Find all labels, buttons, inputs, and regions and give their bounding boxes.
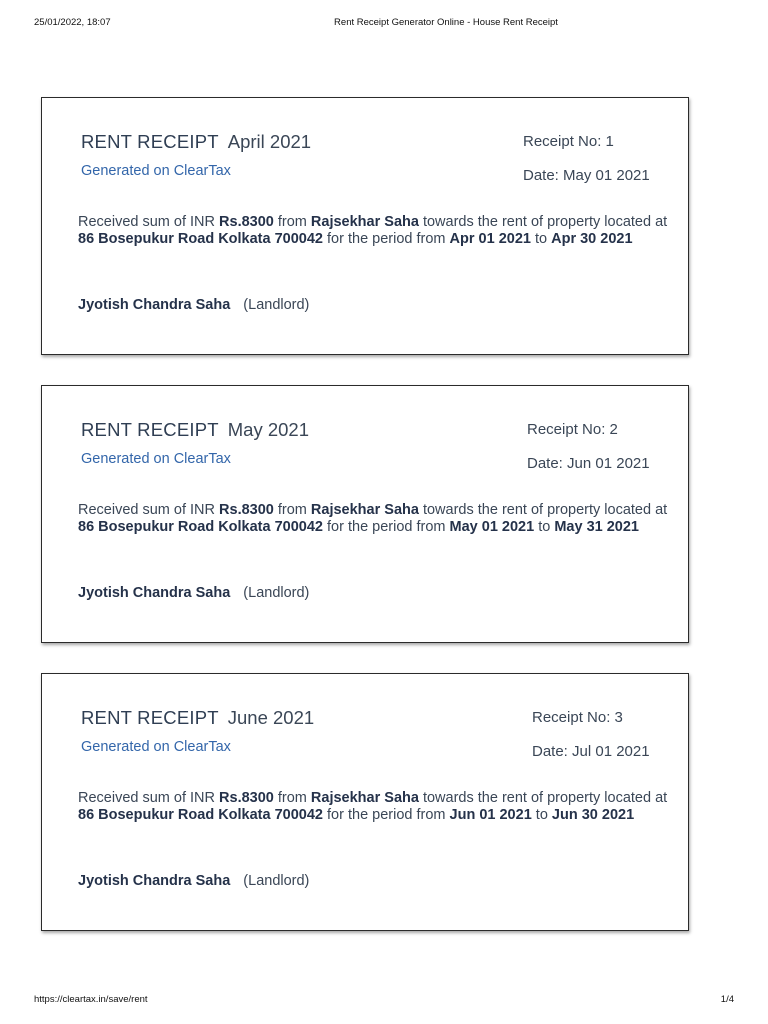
generated-on-label: Generated on ClearTax (81, 163, 231, 179)
period-from: Apr 01 2021 (449, 231, 531, 247)
print-footer (0, 994, 768, 1008)
print-datetime: 25/01/2022, 18:07 (34, 17, 111, 28)
landlord-line (78, 585, 309, 601)
receipt-month: May 2021 (227, 419, 309, 440)
generated-on-label: Generated on ClearTax (81, 739, 231, 755)
landlord-name: Jyotish Chandra Saha (78, 873, 231, 889)
landlord-role: (Landlord) (243, 297, 310, 313)
receipt-card (41, 673, 689, 931)
body-text: to (534, 519, 555, 535)
body-text: for the period from (323, 231, 450, 247)
landlord-role: (Landlord) (243, 585, 310, 601)
body-text: Received sum of INR (78, 502, 220, 518)
body-text: from (273, 502, 311, 518)
tenant-name: Rajsekhar Saha (310, 502, 419, 518)
period-to: Jun 30 2021 (551, 807, 635, 823)
period-from: May 01 2021 (449, 519, 535, 535)
receipt-title (81, 707, 314, 729)
body-text: for the period from (323, 807, 450, 823)
receipt-title (81, 419, 309, 441)
landlord-line (78, 873, 309, 889)
receipt-title-label: RENT RECEIPT (81, 131, 219, 152)
tenant-name: Rajsekhar Saha (310, 214, 419, 230)
receipt-month: June 2021 (227, 707, 315, 728)
period-to: May 31 2021 (554, 519, 639, 535)
print-page-number: 1/4 (720, 994, 734, 1005)
body-text: towards the rent of property located at (418, 790, 668, 806)
receipt-body (78, 790, 668, 824)
body-text: towards the rent of property located at (418, 502, 668, 518)
receipt-card (41, 385, 689, 643)
receipt-number: Receipt No: 3 (532, 709, 623, 726)
rent-amount: Rs.8300 (219, 502, 274, 518)
receipt-body (78, 214, 668, 248)
receipt-number: Receipt No: 2 (527, 421, 618, 438)
receipt-date: Date: May 01 2021 (523, 167, 650, 184)
receipt-date: Date: Jul 01 2021 (532, 743, 650, 760)
receipt-number: Receipt No: 1 (523, 133, 614, 150)
receipt-month: April 2021 (227, 131, 312, 152)
property-address: 86 Bosepukur Road Kolkata 700042 (78, 807, 323, 823)
landlord-line (78, 297, 309, 313)
body-text: from (273, 214, 311, 230)
receipt-card (41, 97, 689, 355)
body-text: to (531, 807, 552, 823)
print-url: https://cleartax.in/save/rent (34, 994, 148, 1005)
receipt-title-label: RENT RECEIPT (81, 419, 219, 440)
receipt-date: Date: Jun 01 2021 (527, 455, 650, 472)
body-text: for the period from (323, 519, 450, 535)
print-page-title: Rent Receipt Generator Online - House Rent Receipt (334, 17, 558, 28)
property-address: 86 Bosepukur Road Kolkata 700042 (78, 519, 323, 535)
body-text: to (530, 231, 552, 247)
body-text: Received sum of INR (78, 790, 220, 806)
landlord-name: Jyotish Chandra Saha (78, 297, 231, 313)
rent-amount: Rs.8300 (219, 214, 274, 230)
period-from: Jun 01 2021 (449, 807, 532, 823)
landlord-role: (Landlord) (243, 873, 310, 889)
body-text: Received sum of INR (78, 214, 220, 230)
receipt-body (78, 502, 668, 536)
body-text: from (273, 790, 311, 806)
tenant-name: Rajsekhar Saha (310, 790, 419, 806)
body-text: towards the rent of property located at (418, 214, 668, 230)
property-address: 86 Bosepukur Road Kolkata 700042 (78, 231, 323, 247)
rent-amount: Rs.8300 (219, 790, 274, 806)
period-to: Apr 30 2021 (551, 231, 633, 247)
receipt-title-label: RENT RECEIPT (81, 707, 219, 728)
landlord-name: Jyotish Chandra Saha (78, 585, 231, 601)
receipt-title (81, 131, 311, 153)
generated-on-label: Generated on ClearTax (81, 451, 231, 467)
print-header (0, 17, 768, 31)
